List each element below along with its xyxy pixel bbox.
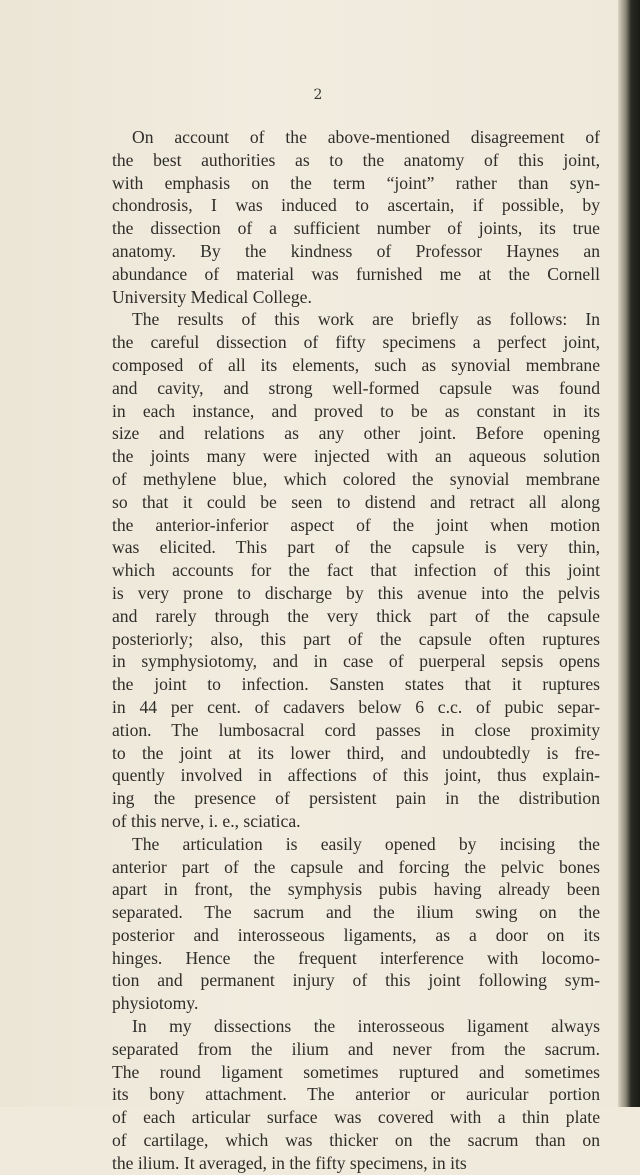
text-line: separated from the ilium and never from the sacrum. [112, 1038, 600, 1059]
text-line: and rarely through the very thick part of the capsule [112, 605, 600, 626]
text-line: physiotomy. [112, 993, 199, 1014]
text-line: which accounts for the fact that infection of this joint [112, 560, 600, 581]
text-line: the dissection of a sufficient number of joints, its true [112, 218, 600, 239]
text-line: posteriorly; also, this part of the capsule often ruptures [112, 628, 600, 649]
text-line: ation. The lumbosacral cord passes in close proximity [112, 719, 600, 740]
text-line: the ilium. It averaged, in the fifty specimens, in its [112, 1152, 467, 1173]
text-line: and cavity, and strong well-formed capsule was found [112, 377, 600, 398]
text-line: in symphysiotomy, and in case of puerperal sepsis opens [112, 651, 600, 672]
text-line: of each articular surface was covered with a thin plate [112, 1107, 600, 1128]
text-line: of cartilage, which was thicker on the sacrum than on [112, 1130, 600, 1151]
text-line: On account of the above-mentioned disagreement of [132, 127, 600, 147]
page-number: 2 [313, 87, 323, 103]
text-line: so that it could be seen to distend and retract all along [112, 491, 600, 512]
text-line: in 44 per cent. of cadavers below 6 c.c. of pubic separ- [112, 696, 600, 717]
text-line: the anterior-inferior aspect of the joint when motion [112, 514, 600, 535]
text-line: ing the presence of persistent pain in the distribution [112, 788, 600, 809]
text-line: to the joint at its lower third, and undoubtedly is fre- [112, 742, 600, 763]
text-line: is very prone to discharge by this avenue into the pelvis [112, 582, 600, 603]
paragraph [112, 308, 600, 832]
text-line: quently involved in affections of this joint, thus explain- [112, 765, 600, 786]
text-line: hinges. Hence the frequent interference with locomo- [112, 947, 600, 968]
text-line: size and relations as any other joint. Before opening [112, 423, 600, 444]
text-line: of methylene blue, which colored the synovial membrane [112, 468, 600, 489]
text-line: tion and permanent injury of this joint following sym- [112, 970, 600, 991]
page-edge-shadow [618, 0, 640, 1107]
text-line: apart in front, the symphysis pubis having already been [112, 879, 600, 900]
text-line: In my dissections the interosseous ligament always [132, 1016, 600, 1037]
paragraph [112, 1015, 600, 1175]
text-line: The results of this work are briefly as follows: In [132, 309, 600, 330]
body-text [112, 126, 600, 1175]
paragraph [112, 833, 600, 1015]
text-line: composed of all its elements, such as synovial membrane [112, 354, 600, 375]
text-line: of this nerve, i. e., sciatica. [112, 810, 301, 831]
text-line: with emphasis on the term “joint” rather than syn- [112, 172, 600, 193]
text-line: chondrosis, I was induced to ascertain, if possible, by [112, 195, 600, 216]
text-line: abundance of material was furnished me at the Cornell [112, 263, 600, 284]
text-line: separated. The sacrum and the ilium swing on the [112, 902, 600, 923]
text-line: was elicited. This part of the capsule is very thin, [112, 537, 600, 558]
text-line: in each instance, and proved to be as constant in its [112, 400, 600, 421]
paragraph [112, 126, 600, 308]
text-line: posterior and interosseous ligaments, as a door on its [112, 924, 600, 945]
text-line: The articulation is easily opened by incising the [132, 833, 600, 854]
text-line: the careful dissection of fifty specimens a perfect joint, [112, 332, 600, 353]
text-line: University Medical College. [112, 286, 312, 307]
text-line: The round ligament sometimes ruptured and sometimes [112, 1061, 600, 1082]
text-line: anterior part of the capsule and forcing the pelvic bones [112, 856, 600, 877]
text-line: the best authorities as to the anatomy of this joint, [112, 149, 600, 170]
text-line: the joint to infection. Sansten states that it ruptures [112, 674, 600, 695]
text-line: the joints many were injected with an aqueous solution [112, 446, 600, 467]
text-line: anatomy. By the kindness of Professor Haynes an [112, 240, 600, 261]
text-line: its bony attachment. The anterior or auricular portion [112, 1084, 600, 1105]
